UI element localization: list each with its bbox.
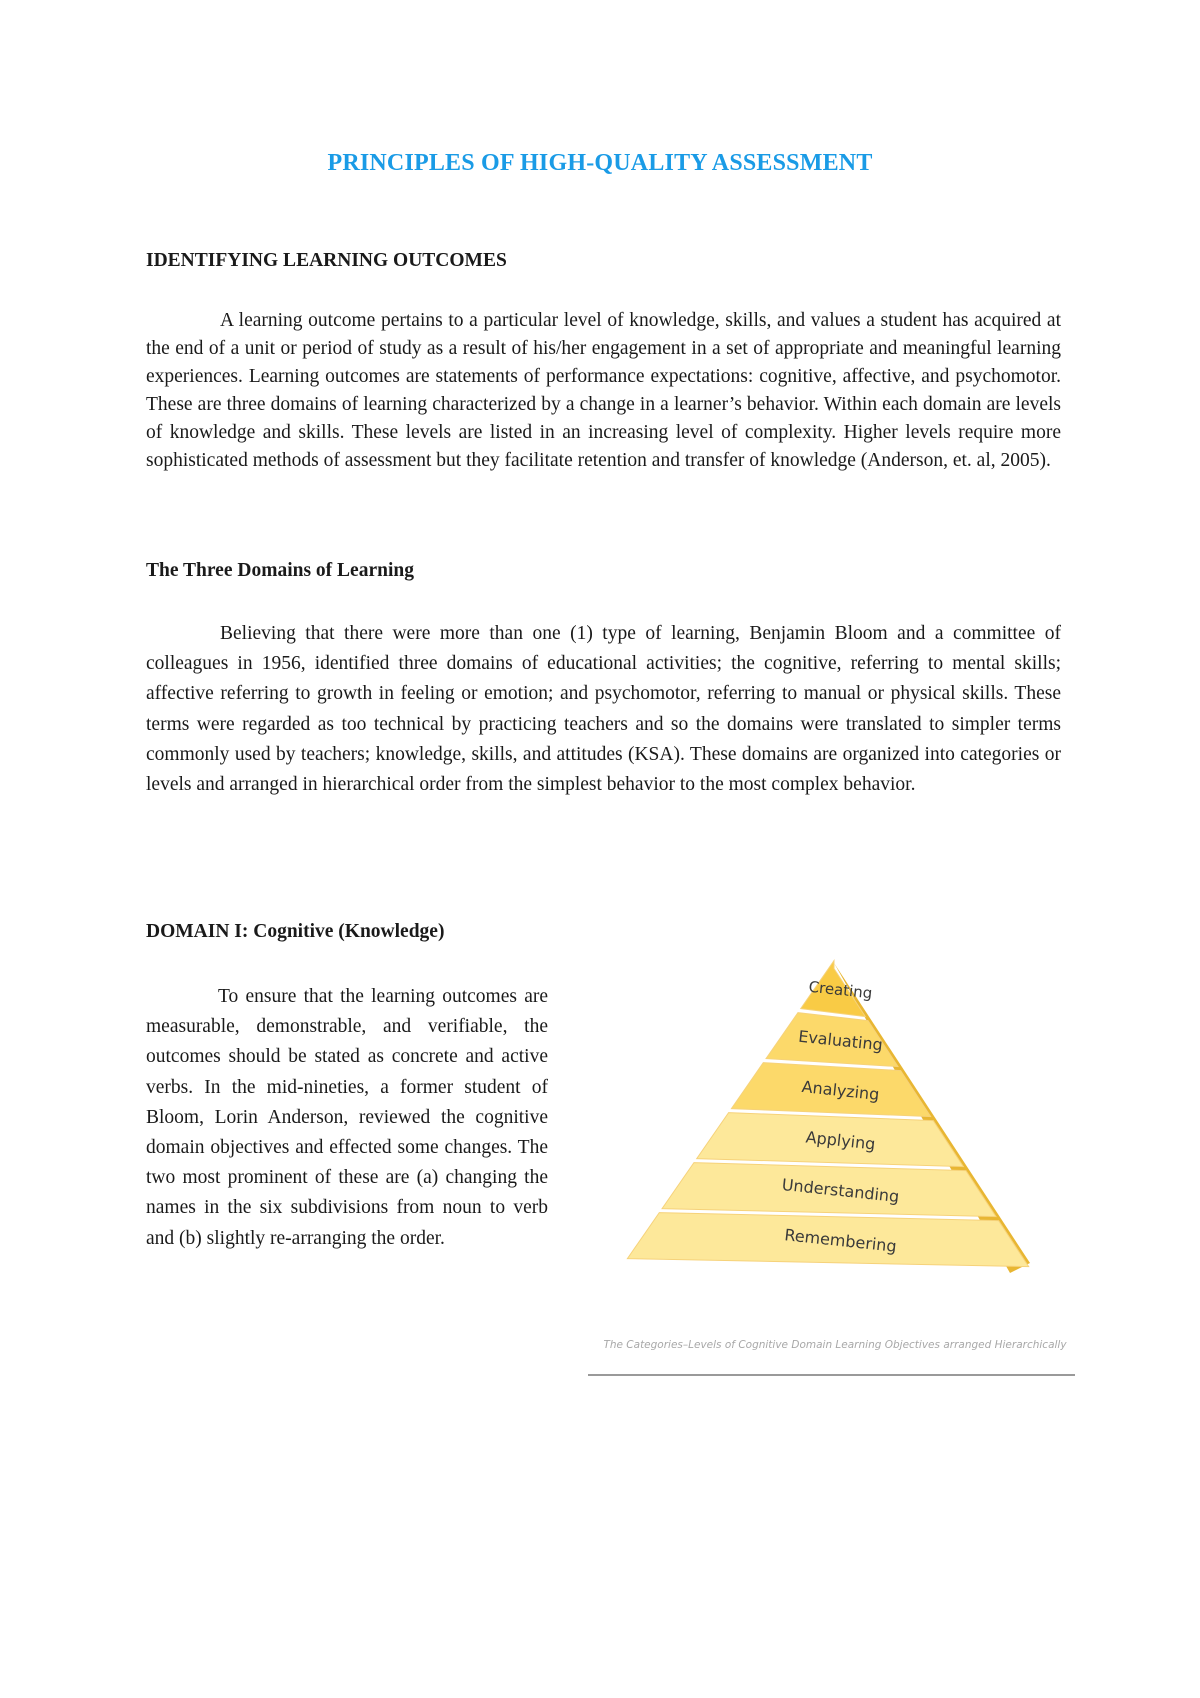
pyramid-diagram xyxy=(590,955,1080,1335)
figure-caption: The Categories–Levels of Cognitive Domain Learning Objectives arranged Hierarchically xyxy=(603,1339,1067,1351)
section-heading-three-domains: The Three Domains of Learning xyxy=(146,560,414,581)
paragraph-three-domains: Believing that there were more than one (1) type of learning, Benjamin Bloom and a committee of colleagues in 1956, identified three domains of educational activities; the cognitive, referring to mental skills; affective referring to growth in feeling or emotion; and psychomotor, referring to manual or physical skills. These terms were regarded as too technical by practicing teachers and so the domains were translated to simpler terms commonly used by teachers; knowledge, skills, and attitudes (KSA). These domains are organized into categories or levels and arranged in hierarchical order from the simplest behavior to the most complex behavior. xyxy=(146,623,1061,796)
pyramid-level-label: Evaluating xyxy=(797,1026,884,1055)
pyramid-level-label: Remembering xyxy=(783,1225,898,1256)
pyramid-level-label: Applying xyxy=(804,1127,877,1154)
paragraph-cognitive-domain: To ensure that the learning outcomes are measurable, demonstrable, and verifiable, the outcomes should be stated as concrete and active verbs. In the mid-nineties, a former student of Bloom, Lorin Anderson, reviewed the cognitive domain objectives and effected some changes. The two most prominent of these are (a) changing the names in the six subdivisions from noun to verb and (b) slightly re-arranging the order. xyxy=(146,986,548,1249)
pyramid-level-label: Analyzing xyxy=(800,1077,881,1105)
figure-bottom-rule xyxy=(588,1374,1075,1376)
pyramid-level-label: Understanding xyxy=(780,1174,901,1207)
section-heading-learning-outcomes: IDENTIFYING LEARNING OUTCOMES xyxy=(146,250,507,271)
bloom-pyramid-figure xyxy=(590,955,1080,1351)
page-title: PRINCIPLES OF HIGH-QUALITY ASSESSMENT xyxy=(327,150,873,176)
pyramid-level-label: Creating xyxy=(807,977,874,1003)
paragraph-learning-outcomes: A learning outcome pertains to a particular level of knowledge, skills, and values a student has acquired at the end of a unit or period of study as a result of his/her engagement in a set of appropriate and meaningful learning experiences. Learning outcomes are statements of performance expectations: cognitive, affective, and psychomotor. These are three domains of learning characterized by a change in a learner’s behavior. Within each domain are levels of knowledge and skills. These levels are listed in an increasing level of complexity. Higher levels require more sophisticated methods of assessment but they facilitate retention and transfer of knowledge (Anderson, et. al, 2005). xyxy=(146,310,1061,471)
section-heading-cognitive-domain: DOMAIN I: Cognitive (Knowledge) xyxy=(146,921,445,942)
